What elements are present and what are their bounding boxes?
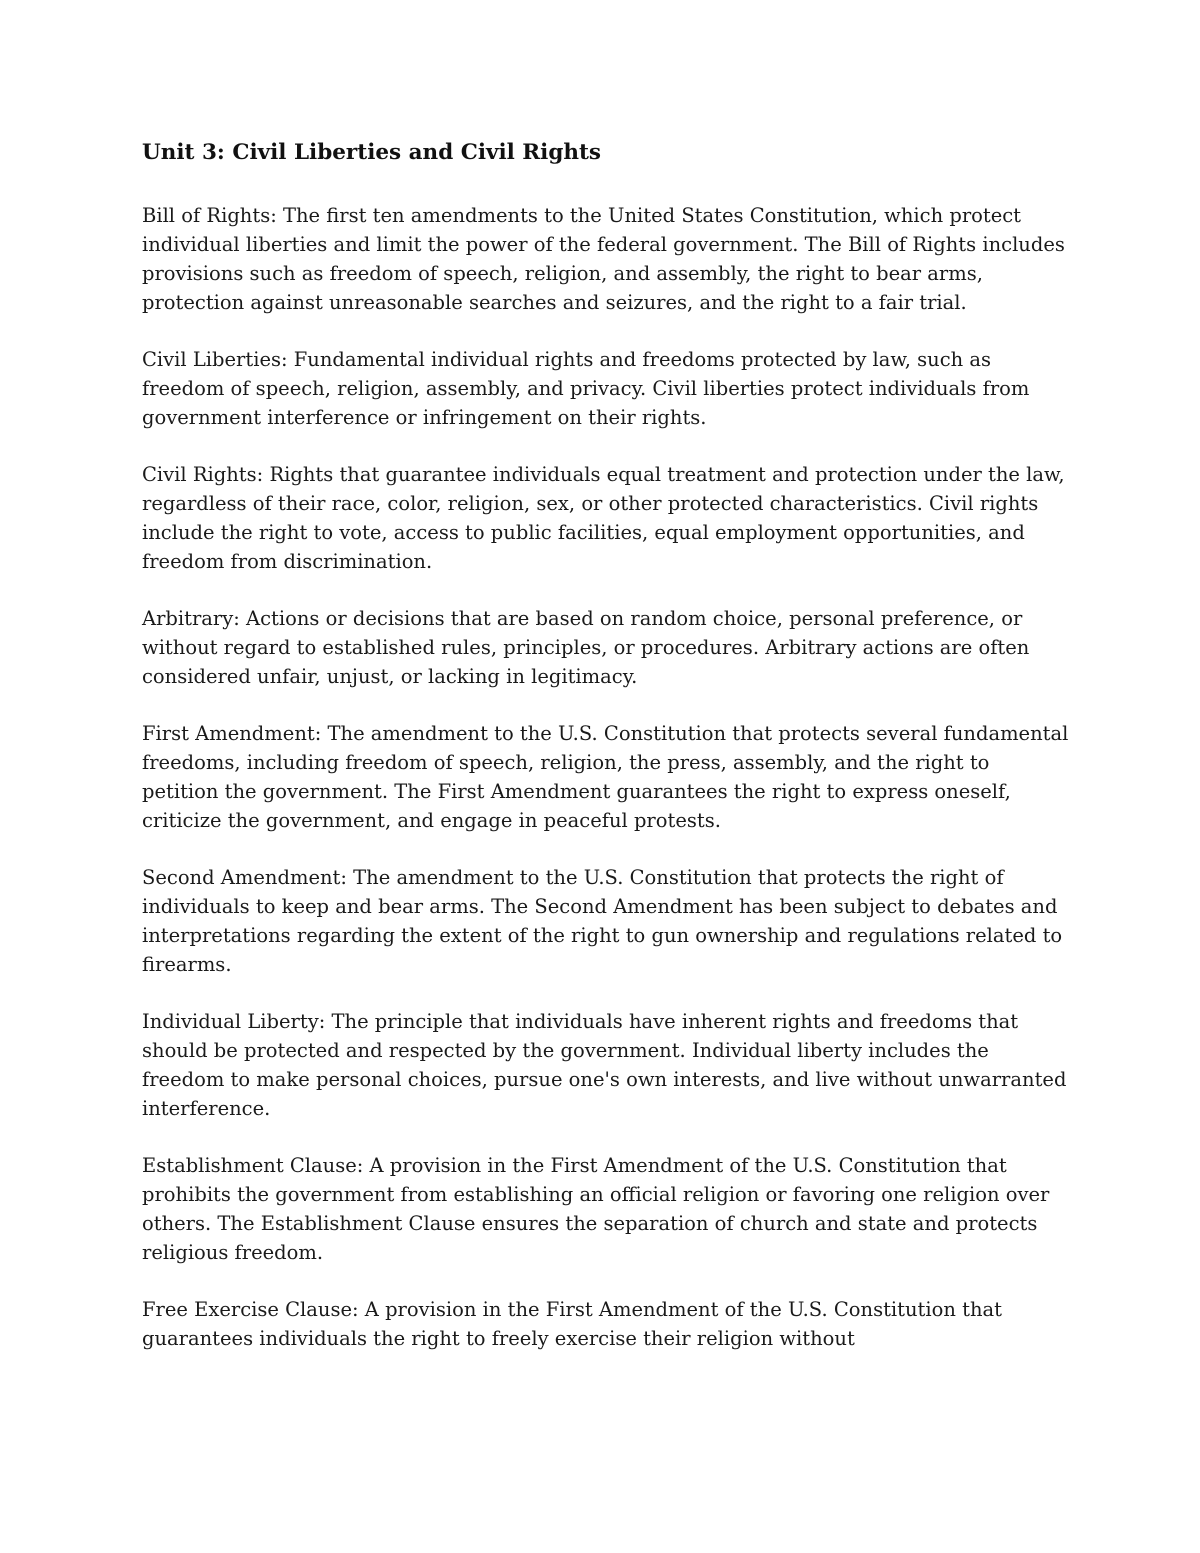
term-bill-of-rights: Bill of Rights: The first ten amendments to the United States Constitution, which protect individual liberties and limit the power of the federal government. The Bill of Rights includes provisions such as freedom of speech, religion, and assembly, the right to bear arms, protection against unreasonable searches and seizures, and the right to a fair trial. [142,204,1065,314]
term-second-amendment: Second Amendment: The amendment to the U.S. Constitution that protects the right of individuals to keep and bear arms. The Second Amendment has been subject to debates and interpretations regarding the extent of the right to gun ownership and regulations related to firearms. [142,866,1063,976]
term-establishment-clause: Establishment Clause: A provision in the First Amendment of the U.S. Constitution that prohibits the government from establishing an official religion or favoring one religion over others. The Establishment Clause ensures the separation of church and state and protects religious freedom. [142,1154,1050,1264]
term-free-exercise-clause: Free Exercise Clause: A provision in the First Amendment of the U.S. Constitution that guarantees individuals the right to freely exercise their religion without [142,1298,1002,1350]
term-label: Civil Rights [142,463,257,486]
term-definition: The amendment to the U.S. Constitution that protects the right of individuals to keep and bear arms. The Second Amendment has been subject to debates and interpretations regarding the extent of the right to gun ownership and regulations related to firearms. [142,866,1063,976]
term-definition: A provision in the First Amendment of the U.S. Constitution that guarantees individuals the right to freely exercise their religion without [142,1298,1002,1350]
term-civil-liberties: Civil Liberties: Fundamental individual rights and freedoms protected by law, such as freedom of speech, religion, assembly, and privacy. Civil liberties protect individuals from government interference or infringement on their rights. [142,348,1030,429]
term-definition: Rights that guarantee individuals equal treatment and protection under the law, regardless of their race, color, religion, sex, or other protected characteristics. Civil rights include the right to vote, access to public facilities, equal employment opportunities, and freedom from discrimination. [142,463,1065,573]
term-definition: Actions or decisions that are based on random choice, personal preference, or without regard to established rules, principles, or procedures. Arbitrary actions are often considered unfair, unjust, or lacking in legitimacy. [142,607,1030,688]
term-label: Arbitrary [142,607,234,630]
term-label: Individual Liberty [142,1010,319,1033]
term-civil-rights: Civil Rights: Rights that guarantee individuals equal treatment and protection under the law, regardless of their race, color, religion, sex, or other protected characteristics. Civil rights include the right to vote, access to public facilities, equal employment opportunities, and freedom from discrimination. [142,463,1065,573]
term-label: Free Exercise Clause [142,1298,353,1321]
term-label: Second Amendment [142,866,341,889]
term-label: Bill of Rights [142,204,271,227]
term-definition: The first ten amendments to the United States Constitution, which protect individual liberties and limit the power of the federal government. The Bill of Rights includes provisions such as freedom of speech, religion, and assembly, the right to bear arms, protection against unreasonable searches and seizures, and the right to a fair trial. [142,204,1065,314]
term-definition: The principle that individuals have inherent rights and freedoms that should be protected and respected by the government. Individual liberty includes the freedom to make personal choices, pursue one's own interests, and live without unwarranted interference. [142,1010,1067,1120]
document-title: Unit 3: Civil Liberties and Civil Rights [142,140,602,165]
term-first-amendment: First Amendment: The amendment to the U.S. Constitution that protects several fundamental freedoms, including freedom of speech, religion, the press, assembly, and the right to petition the government. The First Amendment guarantees the right to express oneself, criticize the government, and engage in peaceful protests. [142,722,1069,832]
term-definition: A provision in the First Amendment of the U.S. Constitution that prohibits the government from establishing an official religion or favoring one religion over others. The Establishment Clause ensures the separation of church and state and protects religious freedom. [142,1154,1050,1264]
term-label: First Amendment [142,722,315,745]
term-individual-liberty: Individual Liberty: The principle that individuals have inherent rights and freedoms that should be protected and respected by the government. Individual liberty includes the freedom to make personal choices, pursue one's own interests, and live without unwarranted interference. [142,1010,1067,1120]
term-definition: The amendment to the U.S. Constitution that protects several fundamental freedoms, including freedom of speech, religion, the press, assembly, and the right to petition the government. The First Amendment guarantees the right to express oneself, criticize the government, and engage in peaceful protests. [142,722,1069,832]
term-definition: Fundamental individual rights and freedoms protected by law, such as freedom of speech, religion, assembly, and privacy. Civil liberties protect individuals from government interference or infringement on their rights. [142,348,1030,429]
term-label: Establishment Clause [142,1154,357,1177]
term-label: Civil Liberties [142,348,281,371]
term-arbitrary: Arbitrary: Actions or decisions that are based on random choice, personal preference, or without regard to established rules, principles, or procedures. Arbitrary actions are often considered unfair, unjust, or lacking in legitimacy. [142,607,1030,688]
